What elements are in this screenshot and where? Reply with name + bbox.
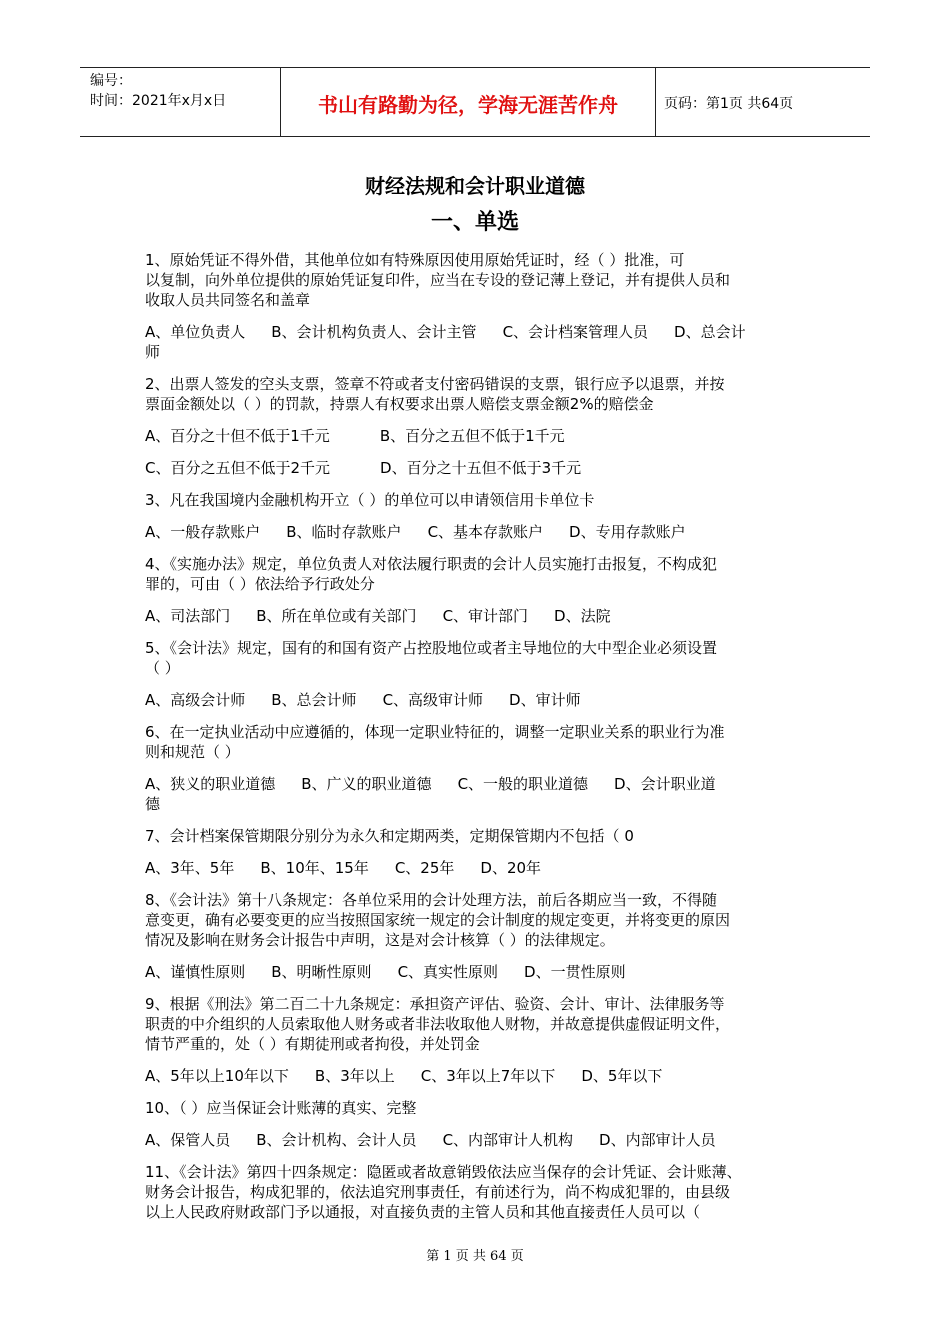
question-line: 4、《实施办法》规定，单位负责人对依法履行职责的会计人员实施打击报复，不构成犯 [145, 555, 718, 573]
option-b: B、3年以上 [314, 1067, 395, 1085]
question-2-options-row1 [145, 426, 810, 446]
question-1-options [145, 322, 810, 362]
question-line: 9、根据《刑法》第二百二十九条规定：承担资产评估、验资、会计、审计、法律服务等 [145, 995, 725, 1013]
question-line: 职责的中介组织的人员索取他人财务或者非法收取他人财物，并故意提供虚假证明文件， [145, 1015, 731, 1033]
option-c: C、审计部门 [442, 607, 529, 625]
option-wrap: 德 [145, 795, 161, 813]
question-4 [145, 554, 810, 594]
option-c: C、基本存款账户 [427, 523, 544, 541]
time-label: 时间：2021年x月x日 [90, 93, 227, 109]
option-d: D、百分之十五但不低于3千元 [380, 459, 582, 477]
question-5 [145, 638, 810, 678]
question-5-options [145, 690, 810, 710]
question-10-options [145, 1130, 810, 1150]
section-title: 一、单选 [430, 210, 519, 235]
question-list [145, 250, 810, 1234]
header-meta-cell [80, 68, 281, 136]
option-a: A、高级会计师 [145, 691, 246, 709]
option-row [145, 774, 810, 794]
question-line: 收取人员共同签名和盖章 [145, 291, 311, 309]
option-row [145, 322, 810, 342]
option-wrap: 师 [145, 343, 161, 361]
question-line: 6、在一定执业活动中应遵循的，体现一定职业特征的，调整一定职业关系的职业行为准 [145, 723, 725, 741]
question-line: 情况及影响在财务会计报告中声明，这是对会计核算（ ）的法律规定。 [145, 931, 615, 949]
question-2 [145, 374, 810, 414]
question-8 [145, 890, 810, 950]
question-8-options [145, 962, 810, 982]
option-a: A、5年以上10年以下 [145, 1067, 289, 1085]
option-d: D、5年以下 [581, 1067, 663, 1085]
option-b: B、会计机构、会计人员 [256, 1131, 417, 1149]
question-line: 2、出票人签发的空头支票，签章不符或者支付密码错误的支票，银行应予以退票，并按 [145, 375, 725, 393]
option-a: A、司法部门 [145, 607, 231, 625]
option-b: B、所在单位或有关部门 [256, 607, 417, 625]
document-header [80, 67, 870, 137]
option-d: D、法院 [554, 607, 611, 625]
number-label: 编号： [90, 73, 132, 89]
question-line: 10、（ ）应当保证会计账薄的真实、完整 [145, 1099, 417, 1117]
option-a: A、3年、5年 [145, 859, 235, 877]
option-a: A、一般存款账户 [145, 523, 261, 541]
option-a: A、谨慎性原则 [145, 963, 246, 981]
option-b: B、百分之五但不低于1千元 [379, 427, 565, 445]
option-b: B、10年、15年 [260, 859, 369, 877]
question-3-options [145, 522, 810, 542]
question-line: 财务会计报告，构成犯罪的，依法追究刑事责任，有前述行为，尚不构成犯罪的，由县级 [145, 1183, 731, 1201]
question-1 [145, 250, 810, 310]
question-3 [145, 490, 810, 510]
option-a: A、百分之十但不低于1千元 [145, 427, 330, 445]
option-c: C、3年以上7年以下 [420, 1067, 556, 1085]
option-a: A、单位负责人 [145, 323, 246, 341]
option-c: C、高级审计师 [382, 691, 484, 709]
option-d: D、总会计 [674, 323, 746, 341]
option-b: B、会计机构负责人、会计主管 [271, 323, 477, 341]
question-line: 意变更，确有必要变更的应当按照国家统一规定的会计制度的规定变更，并将变更的原因 [145, 911, 731, 929]
option-c: C、一般的职业道德 [457, 775, 589, 793]
option-b: B、广义的职业道德 [301, 775, 432, 793]
page-footer: 第 1 页 共 64 页 [426, 1249, 524, 1264]
option-b: B、总会计师 [271, 691, 357, 709]
question-line: 以复制，向外单位提供的原始凭证复印件，应当在专设的登记薄上登记，并有提供人员和 [145, 271, 731, 289]
question-9-options [145, 1066, 810, 1086]
question-6 [145, 722, 810, 762]
option-d: D、20年 [480, 859, 542, 877]
question-line: 3、凡在我国境内金融机构开立（ ）的单位可以申请领信用卡单位卡 [145, 491, 595, 509]
motto-text: 书山有路勤为径，学海无涯苦作舟 [318, 93, 618, 117]
option-b: B、明晰性原则 [271, 963, 372, 981]
question-line: 7、会计档案保管期限分别分为永久和定期两类，定期保管期内不包括（ 0 [145, 827, 634, 845]
page-info: 页码：第1页 共64页 [664, 96, 794, 112]
option-a: A、狭义的职业道德 [145, 775, 276, 793]
question-line: 5、《会计法》规定，国有的和国有资产占控股地位或者主导地位的大中型企业必须设置 [145, 639, 718, 657]
document-title: 财经法规和会计职业道德 [365, 174, 585, 198]
option-d: D、内部审计人员 [599, 1131, 716, 1149]
question-10 [145, 1098, 810, 1118]
question-9 [145, 994, 810, 1054]
option-a: A、保管人员 [145, 1131, 231, 1149]
header-motto-cell [281, 68, 656, 136]
option-c: C、会计档案管理人员 [502, 323, 649, 341]
option-d: D、会计职业道 [614, 775, 716, 793]
option-d: D、审计师 [509, 691, 581, 709]
question-line: （ ） [145, 659, 180, 677]
question-line: 8、《会计法》第十八条规定：各单位采用的会计处理方法，前后各期应当一致，不得随 [145, 891, 718, 909]
question-line: 11、《会计法》第四十四条规定：隐匿或者故意销毁依法应当保存的会计凭证、会计账薄、 [145, 1163, 742, 1181]
question-2-options-row2 [145, 458, 810, 478]
question-11 [145, 1162, 810, 1222]
question-line: 以上人民政府财政部门予以通报，对直接负责的主管人员和其他直接责任人员可以（ [145, 1203, 701, 1221]
question-line: 则和规范（ ） [145, 743, 240, 761]
option-c: C、真实性原则 [397, 963, 499, 981]
option-b: B、临时存款账户 [286, 523, 402, 541]
question-6-options [145, 774, 810, 814]
question-line: 罪的，可由（ ）依法给予行政处分 [145, 575, 375, 593]
question-line: 1、原始凭证不得外借，其他单位如有特殊原因使用原始凭证时，经（ ）批准，可 [145, 251, 685, 269]
option-d: D、一贯性原则 [524, 963, 626, 981]
option-c: C、百分之五但不低于2千元 [145, 459, 331, 477]
option-c: C、内部审计人机构 [442, 1131, 574, 1149]
question-line: 票面金额处以（ ）的罚款，持票人有权要求出票人赔偿支票金额2%的赔偿金 [145, 395, 654, 413]
question-7-options [145, 858, 810, 878]
question-line: 情节严重的，处（ ）有期徒刑或者拘役，并处罚金 [145, 1035, 480, 1053]
question-7 [145, 826, 810, 846]
question-4-options [145, 606, 810, 626]
option-c: C、25年 [394, 859, 455, 877]
header-page-cell [656, 68, 870, 136]
option-d: D、专用存款账户 [569, 523, 686, 541]
